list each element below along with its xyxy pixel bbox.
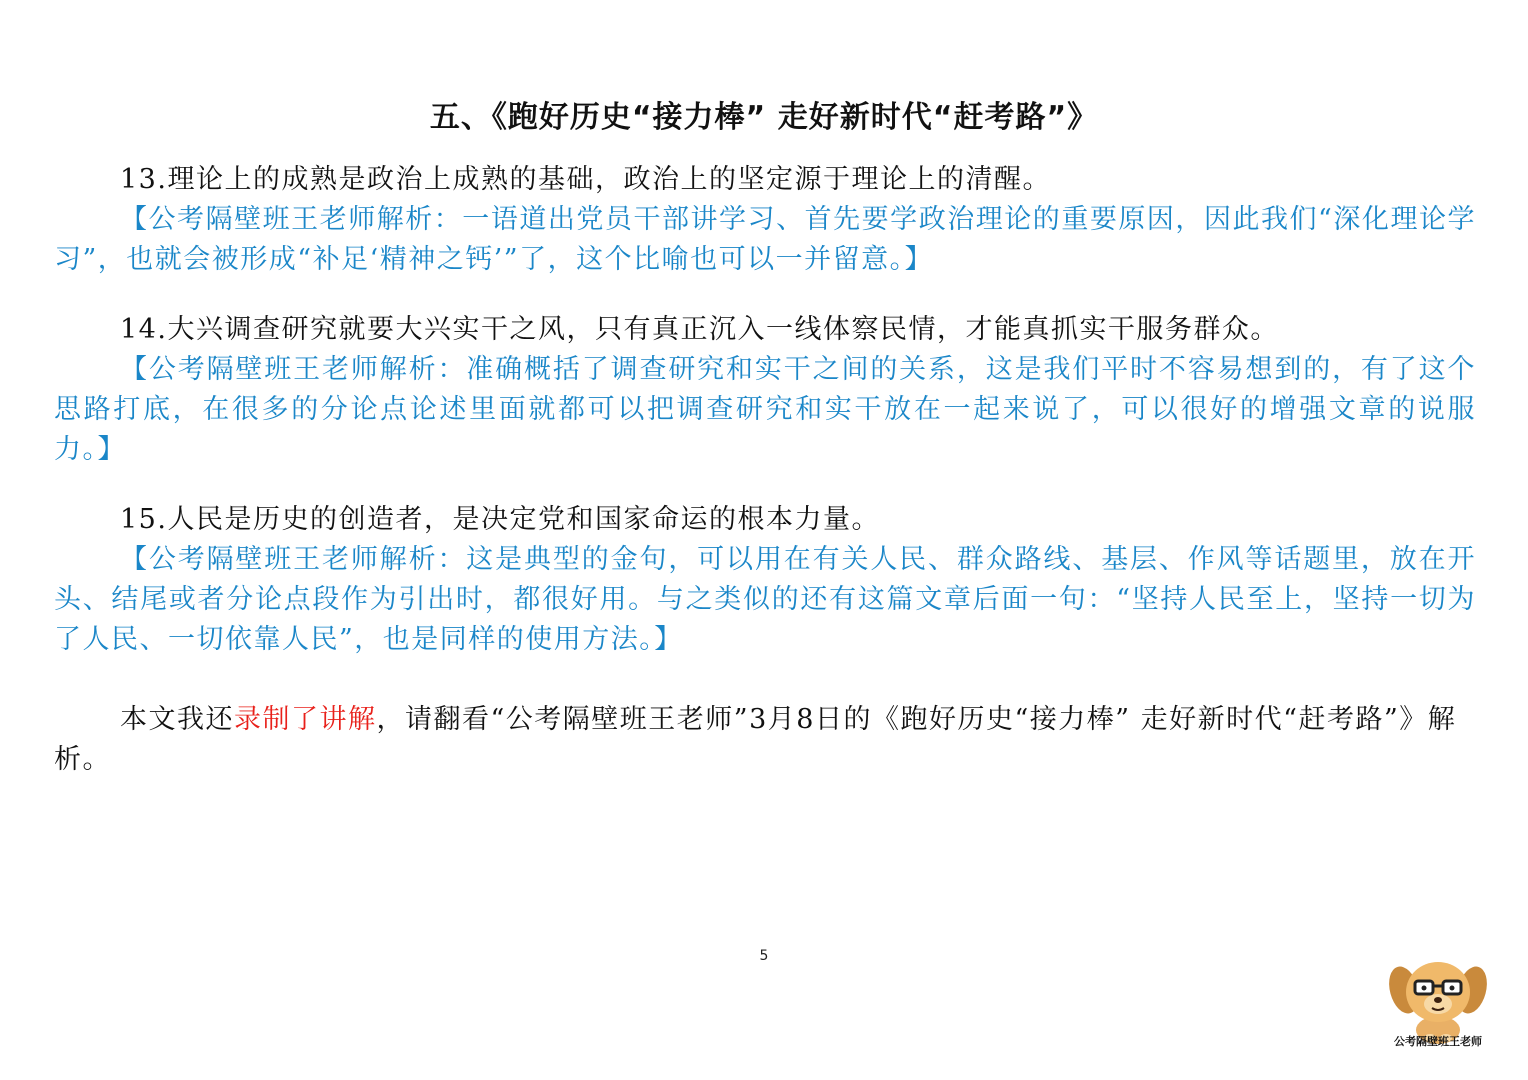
- section-title: 五、《跑好历史“接力棒” 走好新时代“赶考路”》: [429, 100, 1099, 135]
- closing-paragraph: [54, 700, 1476, 780]
- analysis-text: 【公考隔壁班王老师解析：一语道出党员干部讲学习、首先要学政治理论的重要原因，因此我们“深化理论学习”，也就会被形成“补足‘精神之钙’”了，这个比喻也可以一并留意。】: [54, 204, 1476, 275]
- quote-text: 14.大兴调查研究就要大兴实干之风，只有真正沉入一线体察民情，才能真抓实干服务群众。: [120, 314, 1279, 345]
- page-number: 5: [759, 948, 769, 964]
- logo-caption: 公考隔壁班王老师: [1394, 1035, 1482, 1048]
- item-14: [54, 310, 1476, 470]
- analysis-text: 【公考隔壁班王老师解析：这是典型的金句，可以用在有关人民、群众路线、基层、作风等话题里，放在开头、结尾或者分论点段作为引出时，都很好用。与之类似的还有这篇文章后面一句：“坚持人民至上，坚持一切为了人民、一切依靠人民”，也是同样的使用方法。】: [54, 544, 1476, 655]
- closing-note: [54, 700, 1476, 780]
- closing-suffix: ，请翻看“公考隔壁班王老师”3月8日的《跑好历史“接力棒” 走好新时代“赶考路”》解析。: [54, 704, 1457, 775]
- quote-text: 13.理论上的成熟是政治上成熟的基础，政治上的坚定源于理论上的清醒。: [120, 164, 1051, 195]
- item-13: [54, 160, 1476, 280]
- closing-highlight: 录制了讲解: [234, 704, 377, 735]
- closing-prefix: 本文我还: [120, 704, 234, 735]
- quote-text: 15.人民是历史的创造者，是决定党和国家命运的根本力量。: [120, 504, 880, 535]
- item-15: [54, 500, 1476, 660]
- analysis-text: 【公考隔壁班王老师解析：准确概括了调查研究和实干之间的关系，这是我们平时不容易想到的，有了这个思路打底，在很多的分论点论述里面就都可以把调查研究和实干放在一起来说了，可以很好的增强文章的说服力。】: [54, 354, 1476, 465]
